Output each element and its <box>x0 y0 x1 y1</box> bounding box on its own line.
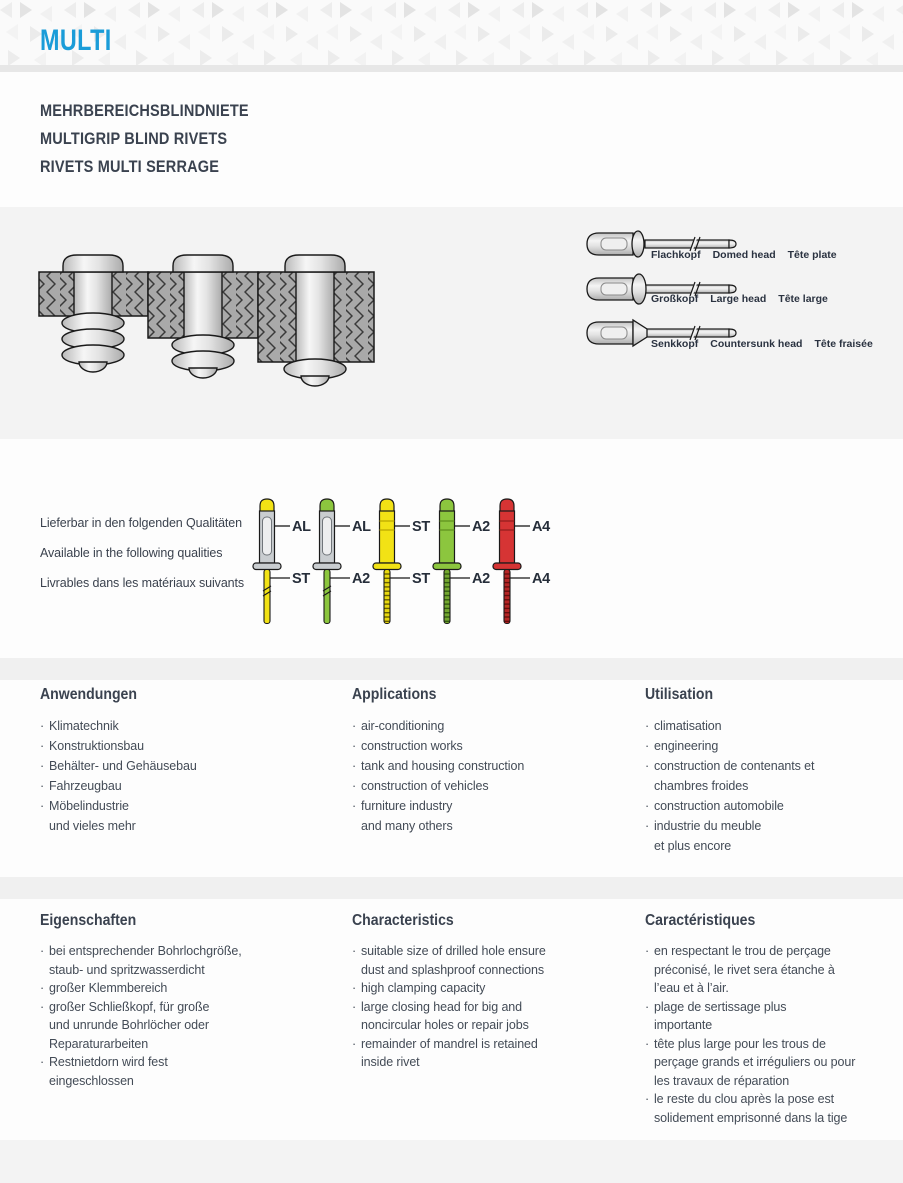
bullet: · <box>40 981 45 995</box>
bullet <box>645 979 654 998</box>
list-item <box>645 1109 903 1128</box>
qualities-intro-en: Available in the following qualities <box>40 546 223 560</box>
head-label-de: Großkopf <box>651 293 699 305</box>
subtitle-de: MEHRBEREICHSBLINDNIETE <box>40 102 249 120</box>
bullet <box>40 816 49 836</box>
list-item-text: großer Schließkopf, für große <box>49 999 210 1014</box>
list-item-text: plage de sertissage plus <box>654 999 787 1014</box>
list-item <box>645 1053 903 1072</box>
list-item <box>352 998 637 1017</box>
bullet: · <box>645 739 650 753</box>
list-item <box>40 1053 325 1072</box>
svg-text:A2: A2 <box>472 571 490 587</box>
svg-text:AL: AL <box>352 519 371 535</box>
bullet <box>645 961 654 980</box>
list-item-text: und unrunde Bohrlöcher oder <box>49 1018 209 1032</box>
list-item-text: préconisé, le rivet sera étanche à <box>654 962 835 977</box>
head-type-labels <box>651 293 840 305</box>
bullet <box>352 961 361 980</box>
list-item-text: construction automobile <box>654 799 784 813</box>
illustration-section <box>0 207 903 439</box>
bullet: · <box>352 999 357 1014</box>
quality-rivet-al-st <box>253 499 311 624</box>
applications-column-en <box>352 686 637 836</box>
list-item <box>645 998 903 1017</box>
list-item <box>40 816 325 836</box>
list-item-text: dust and splashproof connections <box>361 962 545 977</box>
head-type-labels <box>651 338 885 350</box>
list-item <box>352 942 637 961</box>
section-divider <box>0 877 903 899</box>
list-item-text: air-conditioning <box>361 719 445 733</box>
rivet-cross-section-illustration <box>38 252 378 410</box>
head-label-fr: Tête fraisée <box>814 338 873 350</box>
list-item <box>645 756 903 776</box>
list-item <box>40 1016 325 1035</box>
svg-text:ST: ST <box>412 571 430 587</box>
list-item-text: le reste du clou après la pose est <box>654 1092 835 1106</box>
list-item-text: noncircular holes or repair jobs <box>361 1018 529 1032</box>
column-title: Characteristics <box>352 912 454 929</box>
bullet <box>40 1035 49 1054</box>
list-item-text: solidement emprisonné dans la tige <box>654 1110 848 1125</box>
list-item-text: Fahrzeugbau <box>49 779 122 793</box>
list-item <box>352 776 637 796</box>
list-item <box>352 736 637 756</box>
list-item-text: Konstruktionsbau <box>49 739 144 753</box>
bullet: · <box>645 799 650 813</box>
list-item <box>645 1090 903 1109</box>
bullet: · <box>352 759 357 773</box>
bullet <box>645 1016 654 1035</box>
bullet-list <box>352 716 637 836</box>
svg-text:ST: ST <box>412 519 430 535</box>
list-item <box>645 776 903 796</box>
head-label-en: Domed head <box>712 249 776 261</box>
svg-text:A4: A4 <box>532 571 550 587</box>
head-label-en: Countersunk head <box>710 338 803 350</box>
list-item-text: importante <box>654 1018 713 1032</box>
list-item-text: inside rivet <box>361 1055 420 1069</box>
bullet-list <box>40 942 325 1090</box>
list-item <box>645 716 903 736</box>
list-item <box>352 796 637 816</box>
list-item-text: Behälter- und Gehäusebau <box>49 759 197 773</box>
head-label-de: Senkkopf <box>651 338 699 350</box>
list-item <box>40 1072 325 1091</box>
bullet-list <box>40 716 325 836</box>
section-divider <box>0 658 903 680</box>
list-item-text: climatisation <box>654 719 722 733</box>
list-item <box>352 979 637 998</box>
list-item <box>645 979 903 998</box>
list-item <box>352 756 637 776</box>
list-item-text: large closing head for big and <box>361 999 523 1014</box>
head-label-en: Large head <box>710 293 767 305</box>
list-item-text: en respectant le trou de perçage <box>654 944 831 958</box>
characteristics-column-en <box>352 912 637 1072</box>
characteristics-column-fr <box>645 912 903 1127</box>
list-item-text: remainder of mandrel is retained <box>361 1036 538 1051</box>
list-item <box>40 776 325 796</box>
bullet <box>645 836 654 856</box>
bullet: · <box>40 999 45 1014</box>
bullet: · <box>352 944 357 958</box>
quality-rivet-a4-a4 <box>493 499 550 624</box>
bullet-list <box>352 942 637 1072</box>
bullet <box>40 1072 49 1091</box>
list-item-text: construction works <box>361 739 463 753</box>
bullet: · <box>645 759 650 773</box>
page-header <box>0 0 903 72</box>
applications-column-fr <box>645 686 903 856</box>
bullet <box>352 1016 361 1035</box>
list-item-text: großer Klemmbereich <box>49 981 168 995</box>
head-type-domed <box>583 228 903 272</box>
list-item-text: Möbelindustrie <box>49 799 129 813</box>
bullet <box>645 1109 654 1128</box>
head-type-large <box>583 272 903 316</box>
list-item-text: Restnietdorn wird fest <box>49 1055 168 1069</box>
list-item-text: and many others <box>361 819 453 833</box>
applications-column-de <box>40 686 325 836</box>
list-item <box>40 756 325 776</box>
bullet: · <box>40 739 45 753</box>
list-item <box>40 736 325 756</box>
svg-text:ST: ST <box>292 571 310 587</box>
list-item-text: et plus encore <box>654 839 732 853</box>
bullet <box>645 776 654 796</box>
head-label-de: Flachkopf <box>651 249 701 261</box>
list-item <box>352 1053 637 1072</box>
list-item-text: chambres froides <box>654 779 749 793</box>
list-item <box>645 961 903 980</box>
bullet: · <box>352 799 357 813</box>
list-item <box>40 979 325 998</box>
subtitle-block <box>40 97 277 181</box>
bullet: · <box>352 739 357 753</box>
header-triangle-pattern <box>0 0 903 72</box>
quality-rivet-st-st <box>373 499 430 624</box>
list-item-text: industrie du meuble <box>654 819 762 833</box>
list-item <box>645 796 903 816</box>
head-label-fr: Tête large <box>778 293 828 305</box>
list-item <box>645 1072 903 1091</box>
list-item <box>40 961 325 980</box>
list-item-text: bei entsprechender Bohrlochgröße, <box>49 944 242 958</box>
bullet <box>645 1072 654 1091</box>
subtitle-fr: RIVETS MULTI SERRAGE <box>40 158 220 176</box>
bullet: · <box>40 719 45 733</box>
bullet: · <box>40 1055 45 1069</box>
quality-rivet-al-a2 <box>313 499 371 624</box>
list-item-text: les travaux de réparation <box>654 1073 790 1088</box>
bullet: · <box>40 944 45 958</box>
bottom-band <box>0 1140 903 1183</box>
list-item-text: high clamping capacity <box>361 981 486 995</box>
bullet: · <box>352 1036 357 1051</box>
page-title: MULTI <box>40 24 112 57</box>
list-item <box>40 716 325 736</box>
list-item <box>645 942 903 961</box>
head-label-fr: Tête plate <box>787 249 837 261</box>
svg-text:AL: AL <box>292 519 311 535</box>
column-title: Applications <box>352 686 437 703</box>
column-title: Caractéristiques <box>645 912 756 929</box>
bullet: · <box>352 719 357 733</box>
bullet: · <box>352 779 357 793</box>
list-item-text: staub- und spritzwasserdicht <box>49 962 205 977</box>
list-item-text: eingeschlossen <box>49 1073 134 1088</box>
bullet <box>645 1053 654 1072</box>
characteristics-column-de <box>40 912 325 1090</box>
list-item-text: tank and housing construction <box>361 759 525 773</box>
bullet: · <box>40 759 45 773</box>
svg-text:A2: A2 <box>472 519 490 535</box>
list-item <box>40 942 325 961</box>
list-item <box>352 1016 637 1035</box>
bullet: · <box>645 719 650 733</box>
bullet: · <box>40 779 45 793</box>
bullet: · <box>645 999 650 1014</box>
bullet: · <box>40 799 45 813</box>
bullet <box>40 961 49 980</box>
list-item <box>40 796 325 816</box>
bullet-list <box>645 716 903 856</box>
list-item-text: engineering <box>654 739 719 753</box>
column-title: Utilisation <box>645 686 714 703</box>
list-item-text: und vieles mehr <box>49 819 136 833</box>
list-item <box>645 1016 903 1035</box>
list-item <box>352 816 637 836</box>
list-item <box>645 1035 903 1054</box>
bullet: · <box>645 944 650 958</box>
list-item-text: l’eau et à l’air. <box>654 981 729 995</box>
head-type-labels <box>651 249 849 261</box>
column-title: Eigenschaften <box>40 912 137 929</box>
qualities-intro-fr: Livrables dans les matériaux suivants <box>40 576 245 590</box>
list-item <box>645 836 903 856</box>
subtitle-en: MULTIGRIP BLIND RIVETS <box>40 130 228 148</box>
list-item <box>645 736 903 756</box>
list-item <box>352 1035 637 1054</box>
list-item-text: construction de contenants et <box>654 759 815 773</box>
bullet <box>40 1016 49 1035</box>
list-item-text: perçage grands et irréguliers ou pour <box>654 1055 856 1069</box>
head-type-countersunk <box>583 317 903 361</box>
bullet: · <box>352 981 357 995</box>
quality-rivet-a2-a2 <box>433 499 490 624</box>
list-item <box>352 961 637 980</box>
list-item-text: tête plus large pour les trous de <box>654 1036 826 1051</box>
column-title: Anwendungen <box>40 686 137 703</box>
bullet: · <box>645 1092 650 1106</box>
list-item <box>352 716 637 736</box>
list-item-text: Reparaturarbeiten <box>49 1036 149 1051</box>
bullet-list <box>645 942 903 1127</box>
quality-rivets-illustration <box>250 497 570 629</box>
list-item-text: Klimatechnik <box>49 719 119 733</box>
qualities-intro-de: Lieferbar in den folgenden Qualitäten <box>40 516 243 530</box>
bullet: · <box>645 1036 650 1051</box>
svg-text:A4: A4 <box>532 519 550 535</box>
list-item-text: construction of vehicles <box>361 779 489 793</box>
svg-text:A2: A2 <box>352 571 370 587</box>
list-item-text: furniture industry <box>361 799 453 813</box>
bullet: · <box>645 819 650 833</box>
list-item <box>40 998 325 1017</box>
bullet <box>352 816 361 836</box>
list-item <box>645 816 903 836</box>
list-item-text: suitable size of drilled hole ensure <box>361 944 546 958</box>
list-item <box>40 1035 325 1054</box>
bullet <box>352 1053 361 1072</box>
